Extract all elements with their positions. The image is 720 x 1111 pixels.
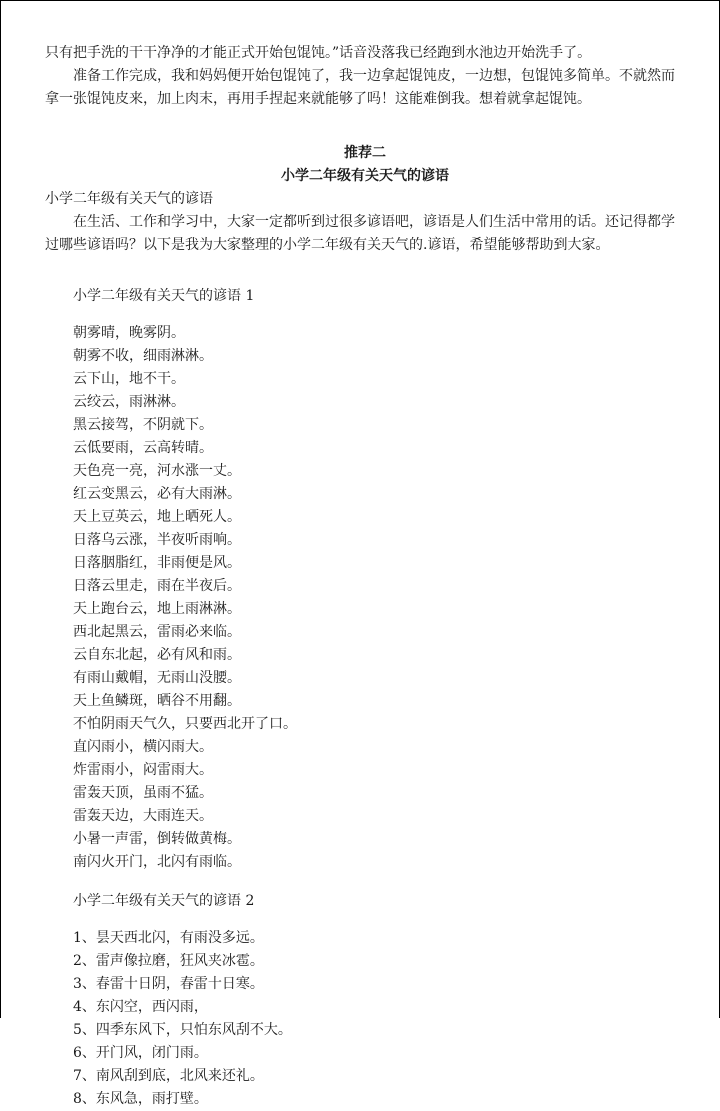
- part1-list-item: 西北起黑云，雷雨必来临。: [73, 624, 241, 640]
- part1-list-item: 云自东北起，必有风和雨。: [73, 647, 241, 663]
- part1-list-item: 不怕阴雨天气久，只要西北开了口。: [73, 716, 297, 732]
- part1-list-item: 朝雾晴，晚雾阴。: [73, 325, 185, 341]
- part1-list-item: 天上豆英云，地上晒死人。: [73, 509, 241, 525]
- part2-list-item: 8、东风急，雨打壁。: [73, 1091, 208, 1107]
- part1-list-item: 天上鱼鳞斑，晒谷不用翻。: [73, 693, 241, 709]
- section-subtitle: 小学二年级有关天气的谚语: [45, 191, 213, 207]
- part1-list-item: 日落胭脂红，非雨便是风。: [73, 555, 241, 571]
- part2-list-item: 7、南风刮到底，北风来还礼。: [73, 1068, 264, 1084]
- part2-list-item: 3、春雷十日阴，春雷十日寒。: [73, 976, 264, 992]
- part2-list-item: 4、东闪空，西闪雨，: [73, 999, 208, 1015]
- part2-list: [73, 927, 685, 1111]
- part1-list-item: 朝雾不收，细雨淋淋。: [73, 348, 213, 364]
- part1-list-item: 天上跑台云，地上雨淋淋。: [73, 601, 241, 617]
- part2-list-item: 6、开门风，闭门雨。: [73, 1045, 208, 1061]
- part1-list-item: 云绞云，雨淋淋。: [73, 394, 185, 410]
- section-label: 推荐二: [344, 145, 386, 161]
- intro-paragraph: 准备工作完成，我和妈妈便开始包馄饨了，我一边拿起馄饨皮，一边想，包馄饨多简单。不就然而拿一张馄饨皮来，加上肉末，再用手捏起来就能够了吗！这能难倒我。想着就拿起馄饨。: [45, 68, 675, 107]
- part1-list: [73, 322, 685, 874]
- part1-list-item: 天色亮一亮，河水涨一丈。: [73, 463, 241, 479]
- document-page: [45, 42, 685, 1111]
- section-paragraph: 在生活、工作和学习中，大家一定都听到过很多谚语吧，谚语是人们生活中常用的话。还记得都学过哪些谚语吗？以下是我为大家整理的小学二年级有关天气的.谚语，希望能够帮助到大家。: [45, 214, 675, 253]
- part2-list-item: 2、雷声像拉磨，狂风夹冰雹。: [73, 953, 264, 969]
- page-border-top: [0, 0, 720, 1]
- part1-list-item: 南闪火开门，北闪有雨临。: [73, 854, 241, 870]
- part1-list-item: 日落乌云涨，半夜听雨响。: [73, 532, 241, 548]
- part1-list-item: 小暑一声雷，倒转做黄梅。: [73, 831, 241, 847]
- part1-list-item: 有雨山戴帽，无雨山没腰。: [73, 670, 241, 686]
- part1-heading: 小学二年级有关天气的谚语 1: [73, 288, 255, 304]
- part2-heading: 小学二年级有关天气的谚语 2: [73, 893, 255, 909]
- part1-list-item: 云下山，地不干。: [73, 371, 185, 387]
- part1-list-item: 直闪雨小，横闪雨大。: [73, 739, 213, 755]
- part1-list-item: 云低要雨，云高转晴。: [73, 440, 213, 456]
- intro-line: 只有把手洗的干干净净的才能正式开始包馄饨。”话音没落我已经跑到水池边开始洗手了。: [45, 45, 592, 61]
- part1-list-item: 黑云接驾，不阴就下。: [73, 417, 213, 433]
- part1-list-item: 日落云里走，雨在半夜后。: [73, 578, 241, 594]
- part2-list-item: 1、昙天西北闪，有雨没多远。: [73, 930, 264, 946]
- part1-list-item: 红云变黑云，必有大雨淋。: [73, 486, 241, 502]
- part1-list-item: 雷轰天边，大雨连天。: [73, 808, 213, 824]
- part1-list-item: 雷轰天顶，虽雨不猛。: [73, 785, 213, 801]
- part2-list-item: 5、四季东风下，只怕东风刮不大。: [73, 1022, 292, 1038]
- section-title: 小学二年级有关天气的谚语: [281, 168, 449, 184]
- page-border-left: [0, 0, 1, 1018]
- part1-list-item: 炸雷雨小，闷雷雨大。: [73, 762, 213, 778]
